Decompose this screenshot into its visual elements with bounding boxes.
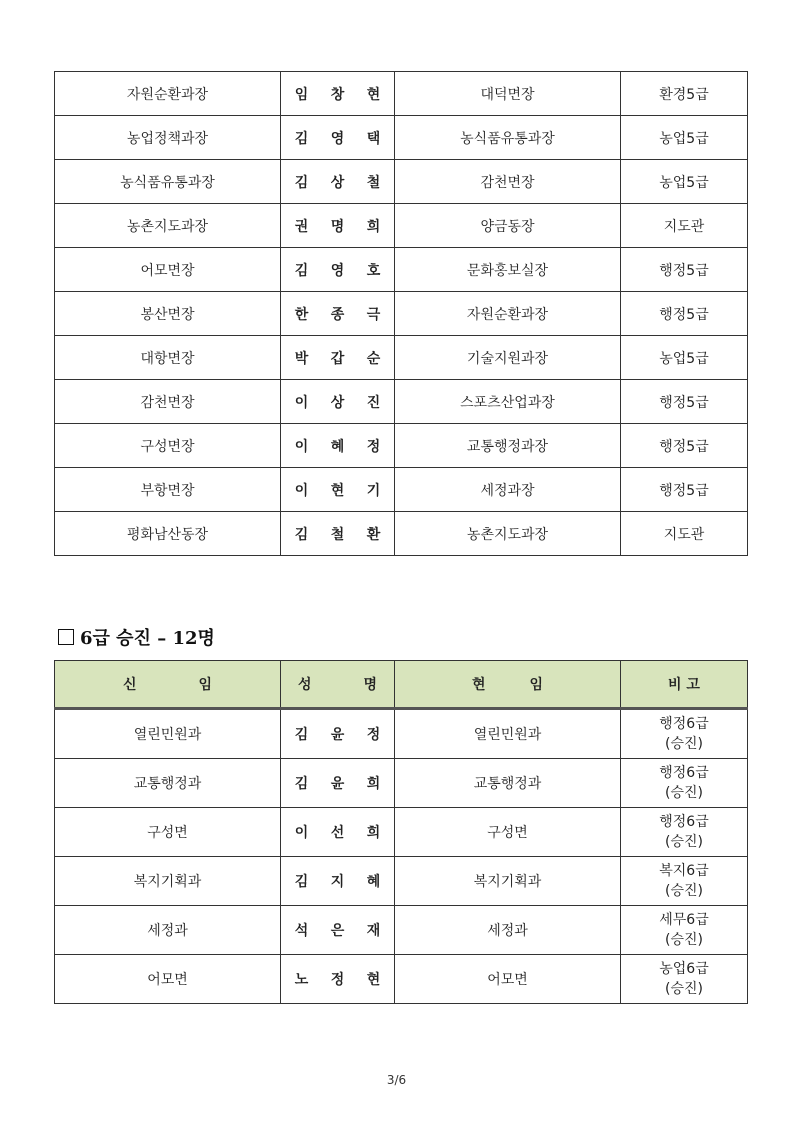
table-row bbox=[55, 759, 748, 808]
note: 농업5급 bbox=[621, 116, 748, 160]
name-char: 이 bbox=[294, 438, 309, 455]
person-name bbox=[281, 292, 395, 336]
name-char: 창 bbox=[330, 86, 345, 103]
name-char: 희 bbox=[366, 825, 381, 841]
current-post: 복지기획과 bbox=[395, 857, 621, 906]
name-char: 김 bbox=[294, 874, 309, 890]
current-post: 문화홍보실장 bbox=[395, 248, 621, 292]
note-status: (승진) bbox=[665, 932, 703, 948]
name-char: 기 bbox=[366, 482, 381, 499]
person-name bbox=[281, 468, 395, 512]
name-char: 은 bbox=[330, 923, 345, 939]
name-char: 석 bbox=[294, 923, 309, 939]
name-char: 현 bbox=[366, 86, 381, 103]
name-char: 김 bbox=[294, 727, 309, 743]
note-grade: 행정6급 bbox=[659, 765, 709, 781]
name-char: 재 bbox=[366, 923, 381, 939]
table-row bbox=[55, 380, 748, 424]
name-char: 혜 bbox=[366, 874, 381, 890]
table-row bbox=[55, 857, 748, 906]
table-row bbox=[55, 906, 748, 955]
new-post: 부항면장 bbox=[55, 468, 281, 512]
note-grade: 세무6급 bbox=[659, 912, 709, 928]
person-name bbox=[281, 380, 395, 424]
header-name: 성 명 bbox=[281, 661, 395, 709]
note: 농업5급 bbox=[621, 336, 748, 380]
note-status: (승진) bbox=[665, 785, 703, 801]
new-post: 어모면장 bbox=[55, 248, 281, 292]
note-grade: 농업6급 bbox=[659, 961, 709, 977]
new-post: 구성면장 bbox=[55, 424, 281, 468]
name-char: 혜 bbox=[330, 438, 345, 455]
note: 행정5급 bbox=[621, 248, 748, 292]
note-status: (승진) bbox=[665, 883, 703, 899]
table-row bbox=[55, 72, 748, 116]
name-char: 명 bbox=[330, 218, 345, 235]
personnel-table-bottom bbox=[54, 660, 748, 1004]
name-char: 극 bbox=[366, 306, 381, 323]
table-row bbox=[55, 468, 748, 512]
name-char: 김 bbox=[294, 776, 309, 792]
person-name bbox=[281, 204, 395, 248]
header-new-post: 신 임 bbox=[55, 661, 281, 709]
current-post: 세정과 bbox=[395, 906, 621, 955]
table-row bbox=[55, 512, 748, 556]
new-post: 열린민원과 bbox=[55, 709, 281, 759]
note-grade: 행정6급 bbox=[659, 716, 709, 732]
new-post: 자원순환과장 bbox=[55, 72, 281, 116]
new-post: 구성면 bbox=[55, 808, 281, 857]
name-char: 김 bbox=[294, 130, 309, 147]
note: 환경5급 bbox=[621, 72, 748, 116]
name-char: 김 bbox=[294, 174, 309, 191]
new-post: 농식품유통과장 bbox=[55, 160, 281, 204]
current-post: 농식품유통과장 bbox=[395, 116, 621, 160]
name-char: 정 bbox=[366, 727, 381, 743]
table-row bbox=[55, 955, 748, 1004]
person-name bbox=[281, 248, 395, 292]
name-char: 이 bbox=[294, 394, 309, 411]
current-post: 스포츠산업과장 bbox=[395, 380, 621, 424]
section-title-text: 6급 승진 – 12명 bbox=[80, 628, 215, 649]
person-name bbox=[281, 424, 395, 468]
note bbox=[621, 857, 748, 906]
current-post: 양금동장 bbox=[395, 204, 621, 248]
new-post: 복지기획과 bbox=[55, 857, 281, 906]
current-post: 감천면장 bbox=[395, 160, 621, 204]
header-note: 비 고 bbox=[621, 661, 748, 709]
name-char: 윤 bbox=[330, 776, 345, 792]
new-post: 농업정책과장 bbox=[55, 116, 281, 160]
name-char: 선 bbox=[330, 825, 345, 841]
name-char: 순 bbox=[366, 350, 381, 367]
table-row bbox=[55, 709, 748, 759]
page-number: 3/6 bbox=[386, 1073, 407, 1087]
current-post: 자원순환과장 bbox=[395, 292, 621, 336]
name-char: 이 bbox=[294, 482, 309, 499]
header-current-post: 현 임 bbox=[395, 661, 621, 709]
new-post: 평화남산동장 bbox=[55, 512, 281, 556]
name-char: 현 bbox=[330, 482, 345, 499]
name-char: 희 bbox=[366, 776, 381, 792]
current-post: 구성면 bbox=[395, 808, 621, 857]
current-post: 열린민원과 bbox=[395, 709, 621, 759]
name-char: 택 bbox=[366, 130, 381, 147]
table-row bbox=[55, 292, 748, 336]
note: 지도관 bbox=[621, 512, 748, 556]
name-char: 김 bbox=[294, 526, 309, 543]
name-char: 윤 bbox=[330, 727, 345, 743]
person-name bbox=[281, 512, 395, 556]
note bbox=[621, 955, 748, 1004]
personnel-table-top bbox=[54, 71, 748, 556]
name-char: 희 bbox=[366, 218, 381, 235]
note bbox=[621, 906, 748, 955]
note: 행정5급 bbox=[621, 380, 748, 424]
name-char: 진 bbox=[366, 394, 381, 411]
name-char: 박 bbox=[294, 350, 309, 367]
table-row bbox=[55, 116, 748, 160]
name-char: 정 bbox=[330, 972, 345, 988]
table-row bbox=[55, 336, 748, 380]
note bbox=[621, 759, 748, 808]
new-post: 감천면장 bbox=[55, 380, 281, 424]
current-post: 세정과장 bbox=[395, 468, 621, 512]
name-char: 환 bbox=[366, 526, 381, 543]
section-title bbox=[58, 624, 215, 650]
name-char: 호 bbox=[366, 262, 381, 279]
person-name bbox=[281, 857, 395, 906]
note: 행정5급 bbox=[621, 424, 748, 468]
note-status: (승진) bbox=[665, 834, 703, 850]
name-char: 영 bbox=[330, 262, 345, 279]
note-status: (승진) bbox=[665, 981, 703, 997]
name-char: 현 bbox=[366, 972, 381, 988]
table-header-row bbox=[55, 661, 748, 709]
table-body bbox=[55, 72, 748, 556]
current-post: 교통행정과장 bbox=[395, 424, 621, 468]
name-char: 철 bbox=[330, 526, 345, 543]
person-name bbox=[281, 72, 395, 116]
table-row bbox=[55, 808, 748, 857]
note: 지도관 bbox=[621, 204, 748, 248]
name-char: 임 bbox=[294, 86, 309, 103]
name-char: 종 bbox=[330, 306, 345, 323]
person-name bbox=[281, 906, 395, 955]
new-post: 대항면장 bbox=[55, 336, 281, 380]
current-post: 기술지원과장 bbox=[395, 336, 621, 380]
current-post: 농촌지도과장 bbox=[395, 512, 621, 556]
person-name bbox=[281, 759, 395, 808]
table-row bbox=[55, 424, 748, 468]
name-char: 갑 bbox=[330, 350, 345, 367]
name-char: 철 bbox=[366, 174, 381, 191]
name-char: 권 bbox=[294, 218, 309, 235]
new-post: 교통행정과 bbox=[55, 759, 281, 808]
person-name bbox=[281, 336, 395, 380]
note bbox=[621, 808, 748, 857]
new-post: 농촌지도과장 bbox=[55, 204, 281, 248]
note: 농업5급 bbox=[621, 160, 748, 204]
name-char: 노 bbox=[294, 972, 309, 988]
name-char: 상 bbox=[330, 394, 345, 411]
name-char: 한 bbox=[294, 306, 309, 323]
name-char: 정 bbox=[366, 438, 381, 455]
person-name bbox=[281, 160, 395, 204]
name-char: 김 bbox=[294, 262, 309, 279]
note-grade: 복지6급 bbox=[659, 863, 709, 879]
table-body bbox=[55, 709, 748, 1004]
note: 행정5급 bbox=[621, 292, 748, 336]
note: 행정5급 bbox=[621, 468, 748, 512]
new-post: 봉산면장 bbox=[55, 292, 281, 336]
person-name bbox=[281, 116, 395, 160]
name-char: 상 bbox=[330, 174, 345, 191]
note-status: (승진) bbox=[665, 736, 703, 752]
new-post: 세정과 bbox=[55, 906, 281, 955]
name-char: 영 bbox=[330, 130, 345, 147]
note-grade: 행정6급 bbox=[659, 814, 709, 830]
note bbox=[621, 709, 748, 759]
table-row bbox=[55, 248, 748, 292]
current-post: 대덕면장 bbox=[395, 72, 621, 116]
name-char: 이 bbox=[294, 825, 309, 841]
name-char: 지 bbox=[330, 874, 345, 890]
table-row bbox=[55, 204, 748, 248]
person-name bbox=[281, 709, 395, 759]
checkbox-square-icon bbox=[58, 629, 74, 645]
current-post: 어모면 bbox=[395, 955, 621, 1004]
new-post: 어모면 bbox=[55, 955, 281, 1004]
person-name bbox=[281, 808, 395, 857]
current-post: 교통행정과 bbox=[395, 759, 621, 808]
table-row bbox=[55, 160, 748, 204]
person-name bbox=[281, 955, 395, 1004]
